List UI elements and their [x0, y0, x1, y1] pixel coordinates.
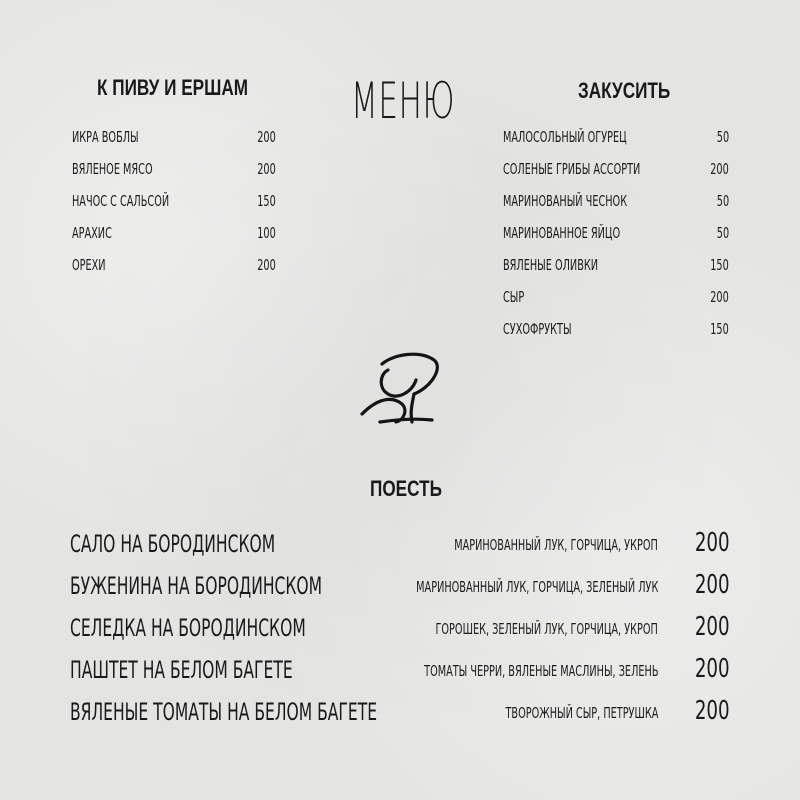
item-name: СОЛЕНЫЕ ГРИБЫ АССОРТИ: [503, 160, 641, 178]
item-price: 50: [716, 192, 729, 210]
item-price: 150: [710, 256, 729, 274]
item-price: 150: [710, 320, 729, 338]
item-price: 200: [710, 288, 729, 306]
snack-section-title: ЗАКУСИТЬ: [578, 78, 671, 103]
menu-title: МЕНЮ: [351, 72, 456, 130]
item-price: 200: [257, 128, 276, 146]
item-description: МАРИНОВАННЫЙ ЛУК, ГОРЧИЦА, УКРОП: [454, 536, 658, 554]
item-name: ВЯЛЕНЫЕ ТОМАТЫ НА БЕЛОМ БАГЕТЕ: [70, 698, 378, 726]
item-name: ПАШТЕТ НА БЕЛОМ БАГЕТЕ: [70, 656, 293, 684]
item-price: 200: [710, 160, 729, 178]
item-price: 50: [716, 128, 729, 146]
list-item: [70, 568, 730, 610]
list-item: [70, 652, 730, 694]
monogram-logo-icon: [358, 348, 448, 432]
list-item: [503, 282, 729, 314]
item-price: 200: [695, 612, 730, 642]
item-name: ОРЕХИ: [72, 256, 106, 274]
item-price: 150: [257, 192, 276, 210]
item-name: МАРИНОВАНЫЙ ЧЕСНОК: [503, 192, 628, 210]
item-price: 200: [257, 256, 276, 274]
item-price: 200: [695, 528, 730, 558]
list-item: [70, 526, 730, 568]
snack-list: [503, 122, 729, 346]
list-item: [72, 122, 276, 154]
item-name: НАЧОС С САЛЬСОЙ: [72, 192, 170, 210]
list-item: [503, 250, 729, 282]
item-name: МАРИНОВАННОЕ ЯЙЦО: [503, 224, 621, 242]
list-item: [72, 218, 276, 250]
item-name: АРАХИС: [72, 224, 112, 242]
item-description: ТВОРОЖНЫЙ СЫР, ПЕТРУШКА: [505, 704, 658, 722]
beer-list: [72, 122, 276, 282]
item-name: ВЯЛЕНОЕ МЯСО: [72, 160, 153, 178]
item-price: 200: [695, 654, 730, 684]
eat-list: [70, 526, 730, 736]
item-price: 200: [695, 696, 730, 726]
list-item: [72, 250, 276, 282]
item-description: МАРИНОВАННЫЙ ЛУК, ГОРЧИЦА, ЗЕЛЕНЫЙ ЛУК: [415, 578, 658, 596]
eat-section-title: ПОЕСТЬ: [370, 476, 442, 501]
item-name: СЕЛЕДКА НА БОРОДИНСКОМ: [70, 614, 306, 642]
item-description: ГОРОШЕК, ЗЕЛЕНЫЙ ЛУК, ГОРЧИЦА, УКРОП: [435, 620, 658, 638]
beer-section-title: К ПИВУ И ЕРШАМ: [97, 75, 249, 100]
list-item: [503, 186, 729, 218]
list-item: [70, 610, 730, 652]
item-name: БУЖЕНИНА НА БОРОДИНСКОМ: [70, 572, 323, 600]
list-item: [72, 154, 276, 186]
item-price: 200: [695, 570, 730, 600]
item-description: ТОМАТЫ ЧЕРРИ, ВЯЛЕНЫЕ МАСЛИНЫ, ЗЕЛЕНЬ: [423, 662, 658, 680]
list-item: [503, 122, 729, 154]
item-name: САЛО НА БОРОДИНСКОМ: [70, 530, 276, 558]
list-item: [503, 154, 729, 186]
item-price: 50: [716, 224, 729, 242]
item-name: ИКРА ВОБЛЫ: [72, 128, 139, 146]
list-item: [503, 218, 729, 250]
list-item: [503, 314, 729, 346]
list-item: [72, 186, 276, 218]
item-name: СУХОФРУКТЫ: [503, 320, 572, 338]
item-name: ВЯЛЕНЫЕ ОЛИВКИ: [503, 256, 599, 274]
item-name: СЫР: [503, 288, 525, 306]
item-name: МАЛОСОЛЬНЫЙ ОГУРЕЦ: [503, 128, 627, 146]
list-item: [70, 694, 730, 736]
item-price: 200: [257, 160, 276, 178]
item-price: 100: [257, 224, 276, 242]
